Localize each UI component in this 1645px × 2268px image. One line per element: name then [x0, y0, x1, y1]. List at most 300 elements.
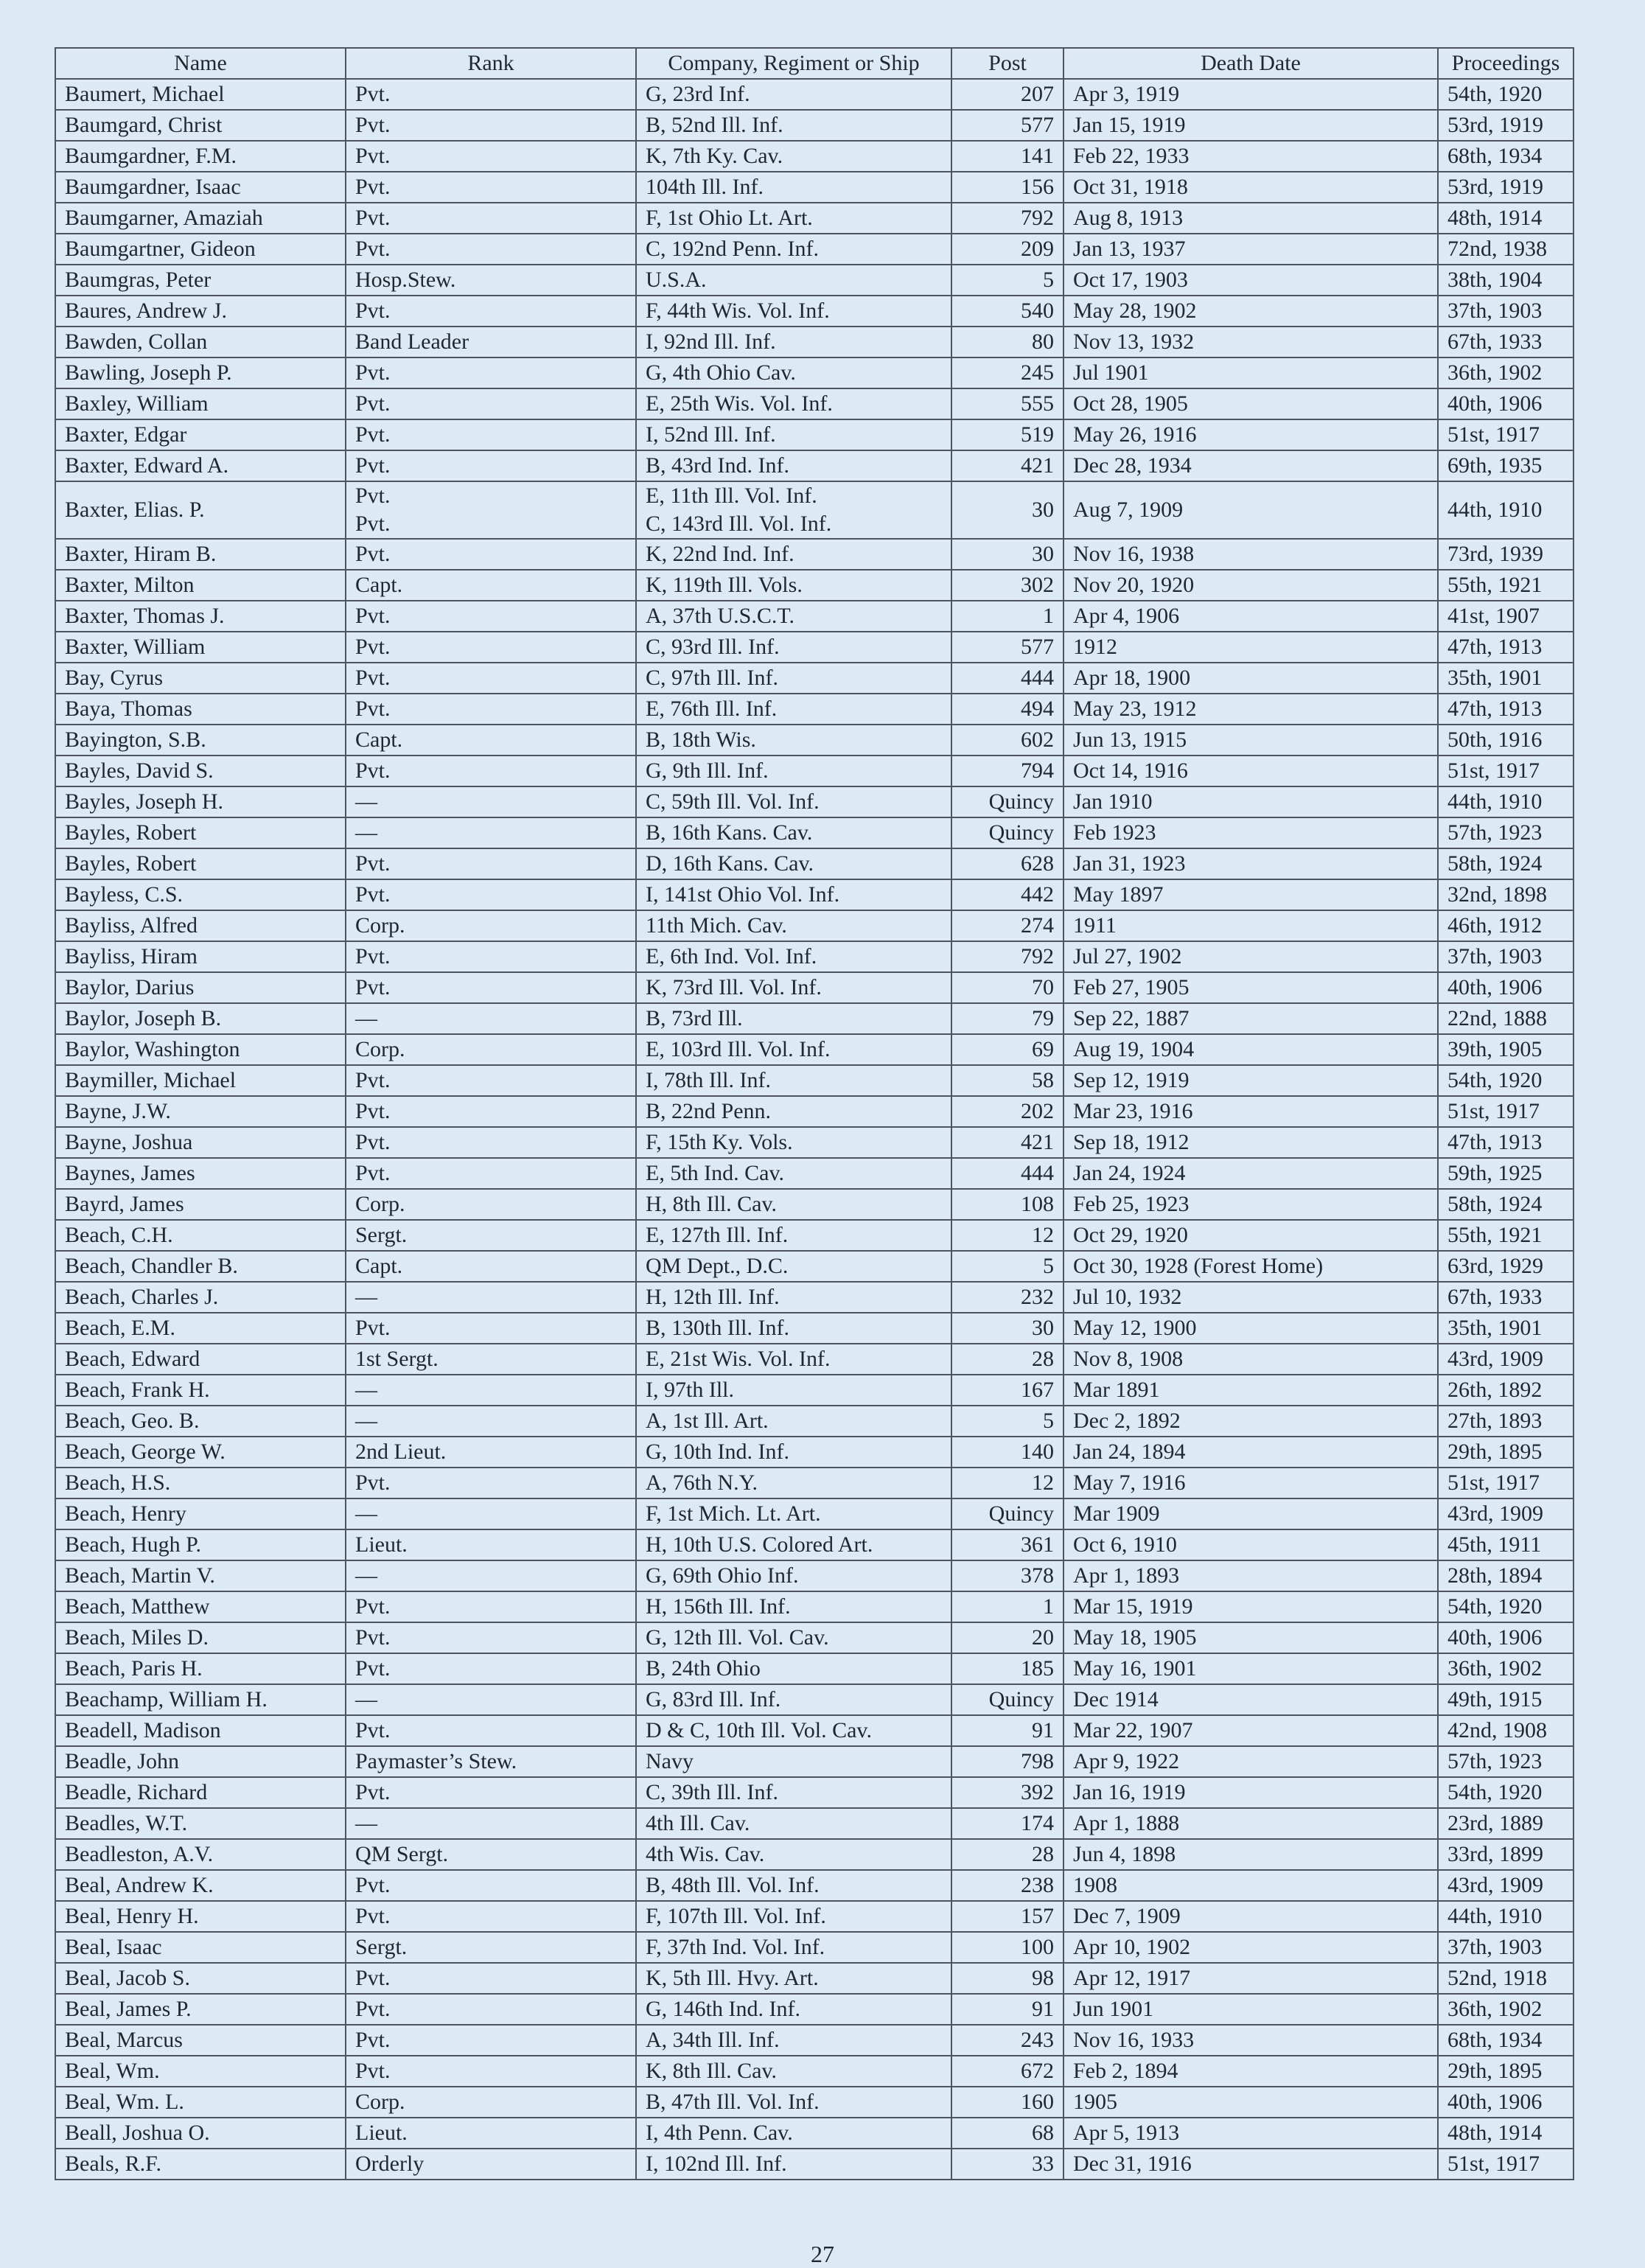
cell-rank-line: QM Sergt.: [355, 1842, 449, 1866]
cell-name: Beal, Wm.: [55, 2056, 346, 2087]
cell-death-date: Dec 7, 1909: [1064, 1901, 1438, 1932]
cell-rank: [346, 419, 636, 450]
column-header-name: Name: [55, 48, 346, 79]
table-row: [55, 1189, 1574, 1220]
cell-death-date: Nov 20, 1920: [1064, 570, 1438, 601]
cell-name: Beachamp, William H.: [55, 1684, 346, 1715]
cell-rank-line: Pvt.: [355, 975, 391, 999]
cell-rank-line: Corp.: [355, 1192, 405, 1216]
cell-company: [636, 663, 951, 694]
cell-company-line: C, 39th Ill. Inf.: [646, 1780, 778, 1804]
cell-proceedings: 22nd, 1888: [1438, 1003, 1574, 1034]
cell-post: 156: [951, 172, 1064, 203]
cell-name: Baylor, Washington: [55, 1034, 346, 1065]
table-row: [55, 2149, 1574, 2180]
cell-company: [636, 1839, 951, 1870]
cell-name: Beach, Henry: [55, 1498, 346, 1529]
cell-company-line: G, 83rd Ill. Inf.: [646, 1687, 781, 1712]
cell-company-line: 11th Mich. Cav.: [646, 913, 787, 938]
cell-company-line: I, 141st Ohio Vol. Inf.: [646, 882, 840, 907]
cell-name: Bawden, Collan: [55, 327, 346, 357]
cell-proceedings: 33rd, 1899: [1438, 1839, 1574, 1870]
cell-rank-line: Pvt.: [355, 1130, 391, 1154]
cell-rank-line: Sergt.: [355, 1935, 408, 1959]
cell-rank-line: Pvt.: [355, 484, 391, 508]
table-row: [55, 327, 1574, 357]
cell-proceedings: 51st, 1917: [1438, 1468, 1574, 1498]
cell-company: [636, 817, 951, 848]
cell-name: Baxter, Milton: [55, 570, 346, 601]
cell-proceedings: 26th, 1892: [1438, 1375, 1574, 1406]
cell-proceedings: 50th, 1916: [1438, 725, 1574, 756]
table-row: [55, 1529, 1574, 1560]
cell-rank: [346, 1158, 636, 1189]
cell-company: [636, 910, 951, 941]
cell-post: 238: [951, 1870, 1064, 1901]
cell-post: 444: [951, 663, 1064, 694]
cell-rank: [346, 601, 636, 632]
cell-rank: [346, 972, 636, 1003]
cell-rank: [346, 1189, 636, 1220]
cell-death-date: Dec 28, 1934: [1064, 450, 1438, 481]
cell-rank: [346, 756, 636, 786]
cell-name: Baylor, Darius: [55, 972, 346, 1003]
cell-proceedings: 41st, 1907: [1438, 601, 1574, 632]
cell-proceedings: 44th, 1910: [1438, 1901, 1574, 1932]
table-row: [55, 203, 1574, 234]
table-row: [55, 1963, 1574, 1994]
cell-death-date: Oct 29, 1920: [1064, 1220, 1438, 1251]
table-row: [55, 1096, 1574, 1127]
cell-rank: [346, 481, 636, 539]
cell-proceedings: 51st, 1917: [1438, 756, 1574, 786]
page-number: 27: [811, 2241, 834, 2267]
cell-death-date: Mar 15, 1919: [1064, 1591, 1438, 1622]
cell-rank: [346, 1529, 636, 1560]
table-row: [55, 1313, 1574, 1344]
cell-rank-line: Capt.: [355, 727, 403, 752]
cell-post: 91: [951, 1994, 1064, 2025]
cell-proceedings: 58th, 1924: [1438, 1189, 1574, 1220]
cell-death-date: Jun 1901: [1064, 1994, 1438, 2025]
cell-company-line: F, 1st Ohio Lt. Art.: [646, 206, 813, 230]
cell-post: 157: [951, 1901, 1064, 1932]
cell-death-date: Jan 16, 1919: [1064, 1777, 1438, 1808]
cell-name: Bayliss, Alfred: [55, 910, 346, 941]
cell-post: 243: [951, 2025, 1064, 2056]
cell-name: Baymiller, Michael: [55, 1065, 346, 1096]
cell-rank: [346, 786, 636, 817]
cell-death-date: Aug 8, 1913: [1064, 203, 1438, 234]
cell-rank: [346, 1065, 636, 1096]
cell-rank: [346, 1777, 636, 1808]
table-row: [55, 1901, 1574, 1932]
cell-proceedings: 68th, 1934: [1438, 141, 1574, 172]
cell-name: Beal, Henry H.: [55, 1901, 346, 1932]
cell-name: Baxley, William: [55, 388, 346, 419]
cell-rank-line: Pvt.: [355, 512, 391, 536]
cell-rank-line: Pvt.: [355, 175, 391, 199]
cell-proceedings: 42nd, 1908: [1438, 1715, 1574, 1746]
table-row: [55, 1127, 1574, 1158]
cell-post: 58: [951, 1065, 1064, 1096]
cell-company-line: E, 25th Wis. Vol. Inf.: [646, 391, 833, 416]
cell-company-line: A, 1st Ill. Art.: [646, 1409, 769, 1433]
cell-death-date: Dec 1914: [1064, 1684, 1438, 1715]
cell-name: Bayless, C.S.: [55, 879, 346, 910]
cell-proceedings: 67th, 1933: [1438, 1282, 1574, 1313]
cell-death-date: Jan 31, 1923: [1064, 848, 1438, 879]
cell-company: [636, 1065, 951, 1096]
cell-death-date: 1912: [1064, 632, 1438, 663]
cell-name: Bayles, Robert: [55, 848, 346, 879]
cell-company: [636, 265, 951, 296]
cell-proceedings: 48th, 1914: [1438, 203, 1574, 234]
cell-proceedings: 54th, 1920: [1438, 1591, 1574, 1622]
cell-name: Baxter, Edgar: [55, 419, 346, 450]
cell-rank-line: Pvt.: [355, 1873, 391, 1897]
cell-death-date: Apr 10, 1902: [1064, 1932, 1438, 1963]
cell-name: Baxter, Thomas J.: [55, 601, 346, 632]
cell-death-date: Jul 10, 1932: [1064, 1282, 1438, 1313]
cell-company-line: I, 52nd Ill. Inf.: [646, 422, 776, 447]
cell-company-line: F, 107th Ill. Vol. Inf.: [646, 1904, 826, 1928]
cell-rank: [346, 1344, 636, 1375]
cell-proceedings: 36th, 1902: [1438, 357, 1574, 388]
cell-death-date: Jun 13, 1915: [1064, 725, 1438, 756]
table-row: [55, 110, 1574, 141]
cell-post: 108: [951, 1189, 1064, 1220]
cell-rank: [346, 265, 636, 296]
cell-name: Beal, Andrew K.: [55, 1870, 346, 1901]
cell-rank: [346, 1220, 636, 1251]
cell-proceedings: 40th, 1906: [1438, 2087, 1574, 2118]
cell-name: Beach, Charles J.: [55, 1282, 346, 1313]
cell-rank: [346, 1406, 636, 1437]
cell-company-line: F, 1st Mich. Lt. Art.: [646, 1501, 821, 1526]
cell-proceedings: 40th, 1906: [1438, 972, 1574, 1003]
cell-company-line: U.S.A.: [646, 268, 707, 292]
cell-rank: [346, 1715, 636, 1746]
cell-rank-line: Pvt.: [355, 1718, 391, 1742]
cell-rank-line: Corp.: [355, 1037, 405, 1061]
cell-rank: [346, 296, 636, 327]
cell-death-date: Aug 19, 1904: [1064, 1034, 1438, 1065]
cell-company: [636, 1560, 951, 1591]
cell-death-date: Feb 27, 1905: [1064, 972, 1438, 1003]
roster-body: [55, 79, 1574, 2180]
cell-rank-line: Pvt.: [355, 1161, 391, 1185]
cell-death-date: Apr 9, 1922: [1064, 1746, 1438, 1777]
cell-rank: [346, 1313, 636, 1344]
cell-rank: [346, 1282, 636, 1313]
cell-rank: [346, 1932, 636, 1963]
cell-post: 70: [951, 972, 1064, 1003]
cell-death-date: Apr 1, 1888: [1064, 1808, 1438, 1839]
table-row: [55, 601, 1574, 632]
cell-rank-line: Pvt.: [355, 944, 391, 969]
cell-post: 69: [951, 1034, 1064, 1065]
cell-company-line: C, 93rd Ill. Inf.: [646, 635, 780, 659]
cell-rank-line: Corp.: [355, 2090, 405, 2114]
cell-name: Beach, Miles D.: [55, 1622, 346, 1653]
cell-proceedings: 51st, 1917: [1438, 2149, 1574, 2180]
cell-rank: [346, 725, 636, 756]
cell-company-line: C, 143rd Ill. Vol. Inf.: [646, 512, 832, 536]
cell-rank: [346, 1839, 636, 1870]
cell-rank-line: Orderly: [355, 2152, 425, 2176]
cell-post: 519: [951, 419, 1064, 450]
cell-company-line: I, 4th Penn. Cav.: [646, 2121, 793, 2145]
cell-death-date: 1908: [1064, 1870, 1438, 1901]
cell-company-line: B, 18th Wis.: [646, 727, 756, 752]
cell-rank-line: Hosp.Stew.: [355, 268, 456, 292]
cell-company-line: F, 15th Ky. Vols.: [646, 1130, 793, 1154]
cell-name: Beall, Joshua O.: [55, 2118, 346, 2149]
cell-company: [636, 1777, 951, 1808]
cell-proceedings: 35th, 1901: [1438, 1313, 1574, 1344]
table-row: [55, 1591, 1574, 1622]
cell-post: 140: [951, 1437, 1064, 1468]
cell-rank: [346, 1034, 636, 1065]
cell-death-date: Feb 22, 1933: [1064, 141, 1438, 172]
cell-rank-line: —: [355, 1409, 377, 1433]
cell-proceedings: 52nd, 1918: [1438, 1963, 1574, 1994]
cell-company-line: C, 97th Ill. Inf.: [646, 666, 778, 690]
cell-company: [636, 632, 951, 663]
cell-rank: [346, 1375, 636, 1406]
cell-proceedings: 59th, 1925: [1438, 1158, 1574, 1189]
cell-death-date: Apr 4, 1906: [1064, 601, 1438, 632]
cell-company: [636, 327, 951, 357]
cell-proceedings: 44th, 1910: [1438, 786, 1574, 817]
cell-company: [636, 2056, 951, 2087]
table-row: [55, 1715, 1574, 1746]
cell-company-line: K, 8th Ill. Cav.: [646, 2059, 778, 2083]
table-row: [55, 2056, 1574, 2087]
cell-post: 5: [951, 265, 1064, 296]
cell-company: [636, 1375, 951, 1406]
cell-post: 421: [951, 1127, 1064, 1158]
cell-rank: [346, 879, 636, 910]
cell-post: 245: [951, 357, 1064, 388]
cell-company: [636, 1437, 951, 1468]
cell-proceedings: 37th, 1903: [1438, 296, 1574, 327]
cell-proceedings: 68th, 1934: [1438, 2025, 1574, 2056]
cell-company: [636, 296, 951, 327]
cell-company: [636, 172, 951, 203]
cell-name: Beadles, W.T.: [55, 1808, 346, 1839]
cell-company: [636, 1096, 951, 1127]
cell-proceedings: 67th, 1933: [1438, 327, 1574, 357]
cell-proceedings: 73rd, 1939: [1438, 539, 1574, 570]
cell-rank-line: Pvt.: [355, 1099, 391, 1123]
cell-proceedings: 72nd, 1938: [1438, 234, 1574, 265]
cell-rank-line: Pvt.: [355, 851, 391, 876]
cell-post: 100: [951, 1932, 1064, 1963]
cell-death-date: Apr 12, 1917: [1064, 1963, 1438, 1994]
cell-name: Bayne, Joshua: [55, 1127, 346, 1158]
table-row: [55, 1375, 1574, 1406]
cell-rank-line: Pvt.: [355, 391, 391, 416]
table-row: [55, 1406, 1574, 1437]
cell-proceedings: 57th, 1923: [1438, 817, 1574, 848]
cell-death-date: May 1897: [1064, 879, 1438, 910]
cell-rank: [346, 1096, 636, 1127]
table-row: [55, 632, 1574, 663]
cell-company-line: B, 73rd Ill.: [646, 1006, 743, 1030]
table-row: [55, 663, 1574, 694]
cell-name: Beach, Geo. B.: [55, 1406, 346, 1437]
cell-company: [636, 141, 951, 172]
cell-rank-line: Pvt.: [355, 422, 391, 447]
cell-post: 540: [951, 296, 1064, 327]
cell-company-line: K, 22nd Ind. Inf.: [646, 542, 794, 566]
cell-name: Baynes, James: [55, 1158, 346, 1189]
table-row: [55, 2087, 1574, 2118]
cell-company-line: B, 130th Ill. Inf.: [646, 1316, 789, 1340]
table-row: [55, 1932, 1574, 1963]
cell-rank-line: —: [355, 1501, 377, 1526]
cell-company-line: B, 43rd Ind. Inf.: [646, 453, 789, 478]
cell-death-date: Mar 1891: [1064, 1375, 1438, 1406]
cell-company-line: A, 34th Ill. Inf.: [646, 2028, 780, 2052]
header-row: [55, 48, 1574, 79]
cell-post: 202: [951, 1096, 1064, 1127]
cell-company: [636, 1901, 951, 1932]
cell-rank-line: —: [355, 1378, 377, 1402]
cell-post: 302: [951, 570, 1064, 601]
cell-post: Quincy: [951, 1498, 1064, 1529]
cell-company: [636, 1034, 951, 1065]
cell-rank-line: —: [355, 1811, 377, 1835]
cell-company: [636, 1189, 951, 1220]
cell-name: Bayles, Robert: [55, 817, 346, 848]
cell-company: [636, 1220, 951, 1251]
cell-rank: [346, 172, 636, 203]
cell-company-line: C, 59th Ill. Vol. Inf.: [646, 789, 820, 814]
cell-name: Beal, Isaac: [55, 1932, 346, 1963]
cell-death-date: Nov 16, 1933: [1064, 2025, 1438, 2056]
cell-company-line: G, 12th Ill. Vol. Cav.: [646, 1625, 829, 1650]
cell-rank-line: 2nd Lieut.: [355, 1440, 447, 1464]
cell-death-date: Oct 30, 1928 (Forest Home): [1064, 1251, 1438, 1282]
cell-company-line: G, 10th Ind. Inf.: [646, 1440, 789, 1464]
cell-name: Beadle, Richard: [55, 1777, 346, 1808]
cell-rank-line: Pvt.: [355, 2059, 391, 2083]
cell-rank: [346, 110, 636, 141]
cell-post: 5: [951, 1406, 1064, 1437]
cell-company: [636, 1282, 951, 1313]
cell-company-line: B, 52nd Ill. Inf.: [646, 113, 783, 137]
cell-post: 442: [951, 879, 1064, 910]
table-row: [55, 296, 1574, 327]
cell-death-date: 1905: [1064, 2087, 1438, 2118]
cell-post: 12: [951, 1220, 1064, 1251]
cell-death-date: Apr 1, 1893: [1064, 1560, 1438, 1591]
cell-rank-line: Pvt.: [355, 237, 391, 261]
cell-rank-line: Pvt.: [355, 882, 391, 907]
table-row: [55, 1622, 1574, 1653]
column-header-company: Company, Regiment or Ship: [636, 48, 951, 79]
cell-death-date: Feb 25, 1923: [1064, 1189, 1438, 1220]
cell-proceedings: 36th, 1902: [1438, 1994, 1574, 2025]
cell-rank: [346, 1498, 636, 1529]
cell-post: 91: [951, 1715, 1064, 1746]
cell-company-line: E, 6th Ind. Vol. Inf.: [646, 944, 817, 969]
table-row: [55, 1344, 1574, 1375]
cell-company: [636, 725, 951, 756]
cell-death-date: Mar 1909: [1064, 1498, 1438, 1529]
cell-post: 30: [951, 539, 1064, 570]
cell-rank-line: Pvt.: [355, 1966, 391, 1990]
cell-proceedings: 37th, 1903: [1438, 1932, 1574, 1963]
cell-company: [636, 601, 951, 632]
cell-rank-line: Corp.: [355, 913, 405, 938]
cell-company: [636, 388, 951, 419]
cell-rank-line: Paymaster’s Stew.: [355, 1749, 517, 1773]
cell-company-line: E, 127th Ill. Inf.: [646, 1223, 789, 1247]
cell-name: Baxter, William: [55, 632, 346, 663]
cell-rank: [346, 848, 636, 879]
cell-company: [636, 1127, 951, 1158]
cell-post: 577: [951, 110, 1064, 141]
cell-name: Beach, Frank H.: [55, 1375, 346, 1406]
cell-post: 80: [951, 327, 1064, 357]
cell-company: [636, 1498, 951, 1529]
cell-company-line: 4th Wis. Cav.: [646, 1842, 765, 1866]
cell-death-date: 1911: [1064, 910, 1438, 941]
cell-post: 5: [951, 1251, 1064, 1282]
cell-post: 798: [951, 1746, 1064, 1777]
cell-company: [636, 1003, 951, 1034]
cell-name: Beach, Hugh P.: [55, 1529, 346, 1560]
cell-name: Baumgartner, Gideon: [55, 234, 346, 265]
table-row: [55, 756, 1574, 786]
cell-proceedings: 55th, 1921: [1438, 1220, 1574, 1251]
table-row: [55, 1251, 1574, 1282]
cell-post: 33: [951, 2149, 1064, 2180]
cell-proceedings: 47th, 1913: [1438, 1127, 1574, 1158]
cell-rank-line: Pvt.: [355, 1904, 391, 1928]
cell-name: Baylor, Joseph B.: [55, 1003, 346, 1034]
cell-rank-line: Pvt.: [355, 666, 391, 690]
cell-company: [636, 1808, 951, 1839]
cell-death-date: Jul 1901: [1064, 357, 1438, 388]
cell-rank-line: Pvt.: [355, 1470, 391, 1495]
cell-company: [636, 419, 951, 450]
cell-name: Baxter, Edward A.: [55, 450, 346, 481]
cell-company-line: A, 37th U.S.C.T.: [646, 604, 794, 628]
table-row: [55, 1220, 1574, 1251]
cell-rank: [346, 2118, 636, 2149]
table-row: [55, 1653, 1574, 1684]
cell-post: 628: [951, 848, 1064, 879]
cell-rank-line: Pvt.: [355, 542, 391, 566]
cell-rank: [346, 79, 636, 110]
cell-death-date: Nov 13, 1932: [1064, 327, 1438, 357]
cell-rank: [346, 539, 636, 570]
cell-rank: [346, 663, 636, 694]
cell-post: 421: [951, 450, 1064, 481]
cell-death-date: Jan 24, 1924: [1064, 1158, 1438, 1189]
cell-post: 577: [951, 632, 1064, 663]
cell-rank-line: Capt.: [355, 573, 403, 597]
cell-company-line: F, 37th Ind. Vol. Inf.: [646, 1935, 825, 1959]
cell-rank: [346, 1251, 636, 1282]
cell-rank-line: Pvt.: [355, 1068, 391, 1092]
cell-rank: [346, 1994, 636, 2025]
